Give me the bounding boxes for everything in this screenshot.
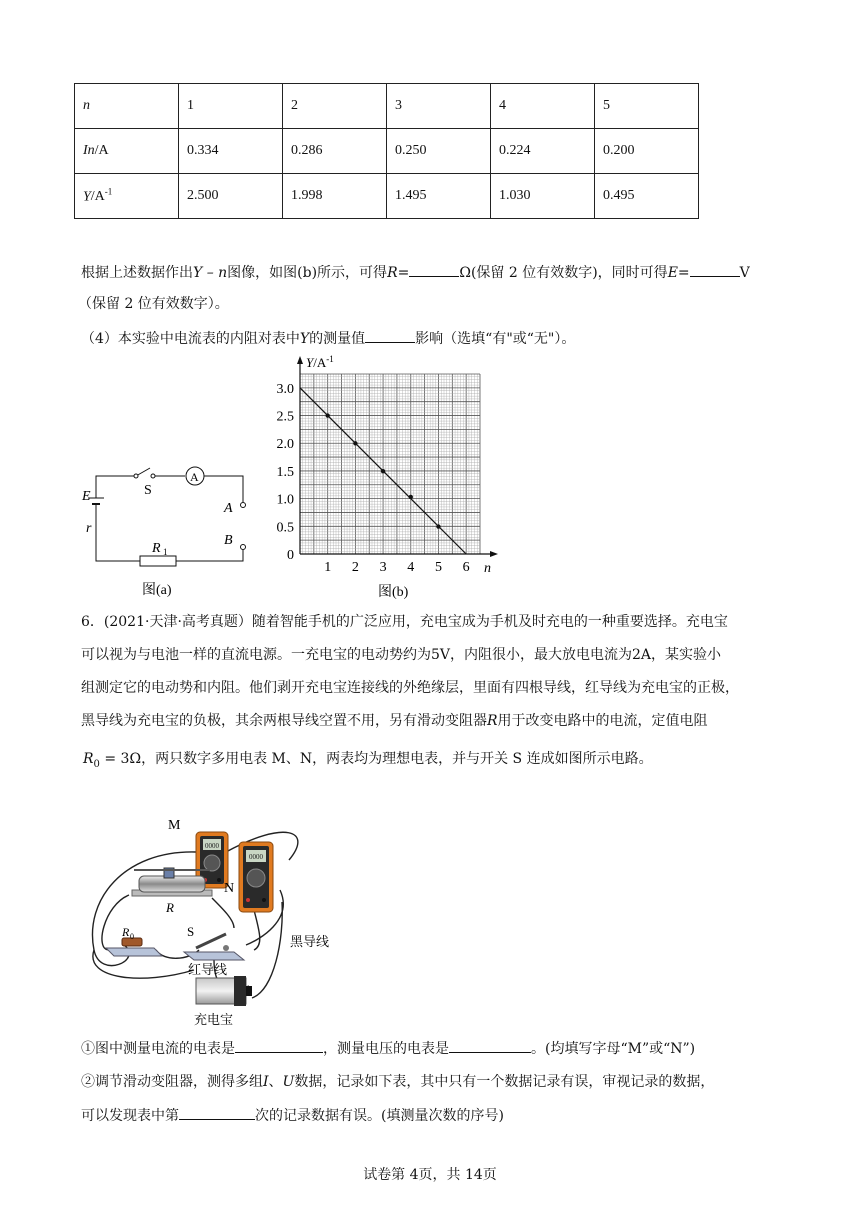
label-n: N (224, 881, 235, 896)
x-tick-label: 5 (434, 560, 442, 575)
wire-bottom-right (176, 550, 243, 561)
y-tick-label: 1.5 (276, 464, 294, 480)
symbol-e: E (667, 265, 678, 281)
row-header: $Y/A^{-1}$ (75, 174, 179, 219)
resistor-r1 (140, 556, 176, 566)
question-6-line-4 (81, 711, 708, 731)
table-cell: 2.500 (179, 174, 283, 219)
label-e: E (82, 489, 91, 504)
text: （4）本实验中电流表的内阻对表中 (81, 331, 300, 347)
data-point (436, 524, 440, 528)
text: 根据上述数据作出 (81, 265, 193, 281)
x-tick-label: 3 (379, 560, 387, 575)
text: ，测量电压的电表是 (323, 1041, 449, 1057)
formula: Y – n (193, 265, 228, 281)
table-cell: 0.286 (283, 129, 387, 174)
text: 组测定它的电动势和内阻。他们剥开充电宝连接线的外绝缘层，里面有四根导线，红导线为充电宝的正极， (81, 680, 739, 696)
x-tick-label: 2 (351, 560, 359, 575)
text: （保留 2 位有效数字）。 (78, 296, 229, 312)
y-tick-label: 3.0 (276, 381, 294, 397)
y-axis-label: $Y/A^{-1}$ (306, 354, 334, 370)
text: 可以视为与电池一样的直流电源。一充电宝的电动势约为5V，内阻很小，最大放电电流为2A，某实验小 (81, 647, 722, 663)
circuit-photo (84, 810, 384, 1030)
multimeter-n (239, 842, 273, 912)
label-r0: R (122, 925, 130, 939)
answer-blank-voltage-meter[interactable] (449, 1038, 531, 1053)
text: 数据，记录如下表，其中只有一个数据记录有误，审视记录的数据， (294, 1074, 715, 1090)
wire-rheostat-right (212, 898, 234, 928)
terminal-b (241, 545, 246, 550)
x-tick-label: 4 (407, 560, 415, 575)
page-footer: 试卷第 4页，共 14页 (363, 1167, 497, 1183)
symbol-r0: R (83, 751, 94, 767)
table-row (75, 174, 699, 219)
label-r0-sub: 0 (130, 932, 134, 941)
result-paragraph-cont (78, 294, 229, 314)
table-cell: 5 (595, 84, 699, 129)
label-r: r (86, 521, 92, 536)
text: 黑导线为充电宝的负极，其余两根导线空置不用，另有滑动变阻器 (81, 713, 487, 729)
chart-axes (297, 356, 498, 557)
m-dial (204, 855, 220, 871)
caption-b: 图(b) (378, 585, 409, 600)
text: 6．(2021·天津·高考真题）随着智能手机的广泛应用，充电宝成为手机及时充电的一种重要选择。充电宝 (81, 614, 728, 630)
table-cell: 1.030 (491, 174, 595, 219)
y-tick-label: 2.5 (276, 409, 294, 425)
y-tick-label: 1.0 (276, 492, 294, 508)
question-4 (81, 328, 575, 349)
table-cell: 3 (387, 84, 491, 129)
answer-blank-r[interactable] (409, 262, 459, 277)
x-axis-label: n (484, 561, 491, 576)
label-m: M (168, 818, 181, 833)
text: ②调节滑动变阻器，测得多组 (81, 1074, 263, 1090)
wire-left-bottom (96, 504, 140, 561)
label-terminal-a: A (224, 501, 233, 516)
y-tick-label: 0 (287, 548, 294, 563)
subquestion-2-line-1 (81, 1072, 714, 1092)
question-6-line-2 (81, 645, 721, 665)
text: = (397, 265, 410, 281)
text: 影响（选填“有"或“无"）。 (415, 331, 576, 347)
text: 。(均填写字母“M”或“N”) (531, 1041, 696, 1057)
m-reading: 0000 (205, 842, 219, 850)
y-tick-label: 2.0 (276, 437, 294, 453)
wire-top-right (204, 476, 243, 502)
label-switch: S (187, 924, 195, 939)
wire-n-bottom (254, 910, 260, 950)
symbol-i: I (263, 1074, 269, 1090)
n-reading: 0000 (249, 853, 263, 861)
table-cell: 1.998 (283, 174, 387, 219)
row-header: In/A (75, 129, 179, 174)
symbol-r: R (387, 265, 398, 281)
circuit-figure-a (78, 460, 258, 600)
subquestion-1 (81, 1038, 695, 1059)
question-6-line-5 (83, 749, 653, 775)
text: Ω(保留 2 位有效数字)，同时可得 (459, 265, 668, 281)
answer-blank-q4[interactable] (365, 328, 415, 343)
text: V (739, 265, 750, 281)
text: = 3Ω，两只数字多用电表 M、N，两表均为理想电表，并与开关 S 连成如图所示电路。 (99, 751, 653, 767)
result-paragraph (81, 262, 750, 283)
symbol-y: Y (299, 331, 310, 347)
table-cell: 0.200 (595, 129, 699, 174)
wire-black (252, 902, 282, 998)
table-cell: 1 (179, 84, 283, 129)
answer-blank-error-index[interactable] (179, 1105, 255, 1120)
label-black-wire: 黑导线 (290, 934, 330, 949)
row-header: n (75, 84, 179, 129)
text: 可以发现表中第 (81, 1108, 179, 1124)
x-tick-label: 1 (324, 560, 332, 575)
data-point (353, 441, 357, 445)
label-r1: R (152, 541, 161, 556)
table-cell: 2 (283, 84, 387, 129)
chart-figure-b (262, 352, 502, 602)
y-axis-arrow (297, 356, 303, 364)
label-terminal-b: B (224, 533, 233, 548)
power-bank (196, 976, 252, 1006)
text: 图像，如图(b)所示，可得 (227, 265, 388, 281)
data-point (381, 469, 385, 473)
table-row (75, 129, 699, 174)
text: 用于改变电路中的电流，定值电阻 (497, 713, 708, 729)
label-rheostat: R (166, 900, 174, 915)
x-tick-label: 6 (462, 560, 470, 575)
data-point (325, 413, 329, 417)
resistor-r0 (106, 938, 162, 956)
symbol-u: U (282, 1074, 295, 1090)
table-row (75, 84, 699, 129)
label-s: S (144, 483, 152, 498)
table-cell: 1.495 (387, 174, 491, 219)
data-table (74, 83, 699, 219)
text: 的测量值 (309, 331, 366, 347)
table-cell: 0.250 (387, 129, 491, 174)
y-tick-label: 0.5 (276, 520, 294, 536)
caption-a: 图(a) (142, 583, 172, 598)
text: 、 (268, 1074, 283, 1090)
symbol-r: R (487, 713, 498, 729)
terminal-a (241, 503, 246, 508)
question-6-line-3 (81, 678, 739, 698)
n-dial (247, 869, 265, 887)
label-ammeter: A (190, 470, 199, 484)
text: 次的记录数据有误。(填测量次数的序号) (255, 1108, 504, 1124)
answer-blank-e[interactable] (690, 262, 740, 277)
table-cell: 0.495 (595, 174, 699, 219)
text: ①图中测量电流的电表是 (81, 1041, 235, 1057)
question-6-line-1 (81, 612, 728, 632)
table-cell: 0.224 (491, 129, 595, 174)
label-red-wire: 红导线 (188, 962, 228, 977)
table-cell: 0.334 (179, 129, 283, 174)
x-axis-arrow (490, 551, 498, 557)
subquestion-2-line-2 (81, 1105, 504, 1126)
text: = (677, 265, 690, 281)
wire-top-left (96, 476, 136, 498)
subscript: 0 (93, 758, 100, 770)
table-cell: 4 (491, 84, 595, 129)
label-r1-sub: 1 (163, 547, 168, 557)
label-power-bank: 充电宝 (194, 1012, 234, 1027)
chart-grid (300, 374, 480, 554)
answer-blank-current-meter[interactable] (235, 1038, 323, 1053)
data-point (409, 495, 413, 499)
